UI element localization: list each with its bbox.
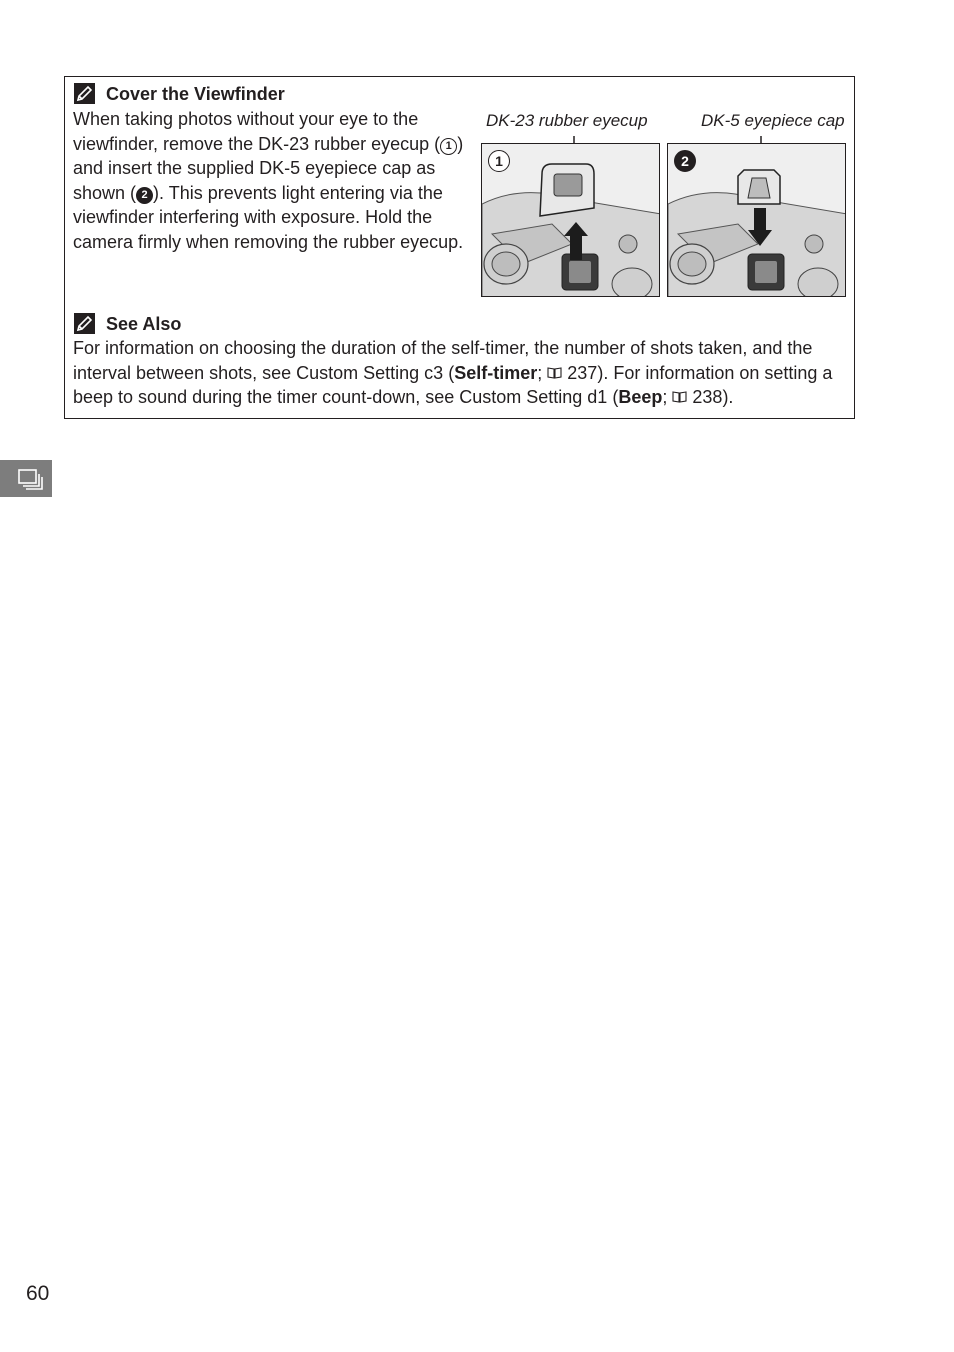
- text-run: ). This prevents light entering via the viewfinder interfering with exposure. Hold the camera firmly when removing the rubber eyecup.: [73, 182, 464, 252]
- note-title: Cover the Viewfinder: [106, 83, 285, 104]
- figure-remove-eyecup: [481, 143, 660, 297]
- figure-insert-cap: [667, 143, 846, 297]
- camera-illustration-2: [668, 144, 846, 297]
- page-ref-238[interactable]: 238: [692, 387, 723, 408]
- pencil-icon: [74, 313, 95, 334]
- text-run: ) and insert the supplied DK-5 eyepiece cap as shown (: [73, 133, 464, 203]
- figure-1-label: 1: [488, 150, 510, 172]
- note-title: See Also: [106, 313, 182, 334]
- text-run: ).: [722, 387, 734, 408]
- text-run: ;: [537, 362, 543, 383]
- text-run: ). For information on setting a beep to sound during the timer count-down, see Custom Setting d1 (: [73, 362, 833, 408]
- page-ref-237[interactable]: 237: [567, 362, 598, 383]
- step-2-marker: 2: [136, 187, 153, 204]
- note-heading-see-also: [74, 313, 181, 334]
- text-run: ;: [662, 387, 668, 408]
- caption-dk23: DK-23 rubber eyecup: [486, 111, 648, 130]
- text-run: When taking photos without your eye to the viewfinder, remove the DK-23 rubber eyecup (: [73, 109, 441, 154]
- camera-illustration-1: [482, 144, 660, 297]
- book-icon: [547, 367, 562, 379]
- release-mode-icon: [0, 460, 52, 497]
- see-also-body: [73, 336, 853, 410]
- setting-name-self-timer: Self-timer: [454, 362, 538, 383]
- book-icon: [672, 391, 687, 403]
- setting-name-beep: Beep: [618, 387, 663, 408]
- step-1-marker: 1: [440, 138, 457, 155]
- chapter-tab[interactable]: [0, 460, 52, 497]
- figure-2-label: 2: [674, 150, 696, 172]
- note-box: [64, 76, 855, 419]
- caption-dk5: DK-5 eyepiece cap: [701, 111, 845, 130]
- text-run: For information on choosing the duration of the self-timer, the number of shots taken, and the interval between shots, see Custom Setting c3 (: [73, 338, 813, 383]
- page-number: 60: [26, 1282, 50, 1305]
